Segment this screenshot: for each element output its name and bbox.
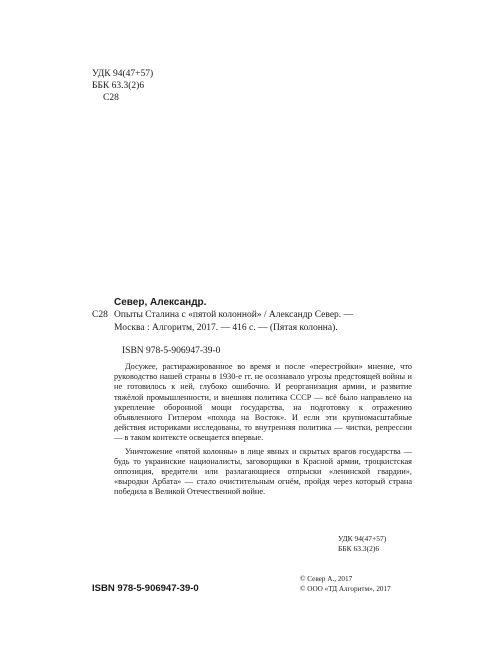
bbk-code: ББК 63.3(2)6 (92, 81, 145, 91)
entry-title-line-2: Москва : Алгоритм, 2017. — 416 с. — (Пятая колонна). (114, 323, 338, 333)
entry-isbn: ISBN 978-5-906947-39-0 (122, 346, 221, 356)
entry-title-line (92, 309, 412, 322)
copyright-author: © Север А., 2017 (300, 575, 353, 583)
entry-title-line-1: Опыты Сталина с «пятой колонной» / Александр Север. — (114, 310, 354, 320)
annotation-paragraph-2: Уничтожение «пятой колонны» в лице явных и скрытых врагов государства — будь то украинские националисты, заговорщики в Красной армии, троцкистская оппозиция, вредители или разлагающиеся отпрыски «ленинской гвардии», «выродки Арбата» — стало очистительным огнём, пройдя через который страна победила в Великой Отечественной войне. (114, 446, 412, 497)
footer-isbn: ISBN 978-5-906947-39-0 (92, 583, 199, 594)
copyright-publisher: © ООО «ТД Алгоритм», 2017 (300, 585, 391, 593)
annotation (114, 362, 412, 498)
entry-author-mark: С28 (92, 310, 108, 320)
copyright-block (300, 574, 391, 594)
udk-code: УДК 94(47+57) (92, 69, 154, 79)
udk-code-right: УДК 94(47+57) (338, 534, 387, 543)
bbk-code-right: ББК 63.3(2)6 (338, 544, 380, 553)
entry-title-line (92, 322, 412, 335)
bibliographic-entry (92, 296, 412, 357)
author-mark: С28 (103, 93, 119, 103)
classification-block (92, 68, 153, 104)
classification-codes-right (338, 534, 386, 554)
annotation-paragraph-1: Досужее, растиражированное во время и после «перестройки» мнение, что руководство нашей страны в 1930-е гг. не осознавало угрозы предстоящей войны и не готовилось к ней, глубоко ошибочно. И реорганизация армии, и развитие тяжёлой промышленности, и внешняя политика СССР — всё было направлено на укрепление оборонной мощи государства, на подготовку к отражению объявленного Гитлером «похода на Восток». И если эти крупномасштабные действия историками исследованы, то внутренняя политика — чистки, репрессии — в таком контексте освещается впервые. (114, 362, 412, 443)
entry-author: Север, Александр. (114, 297, 207, 308)
